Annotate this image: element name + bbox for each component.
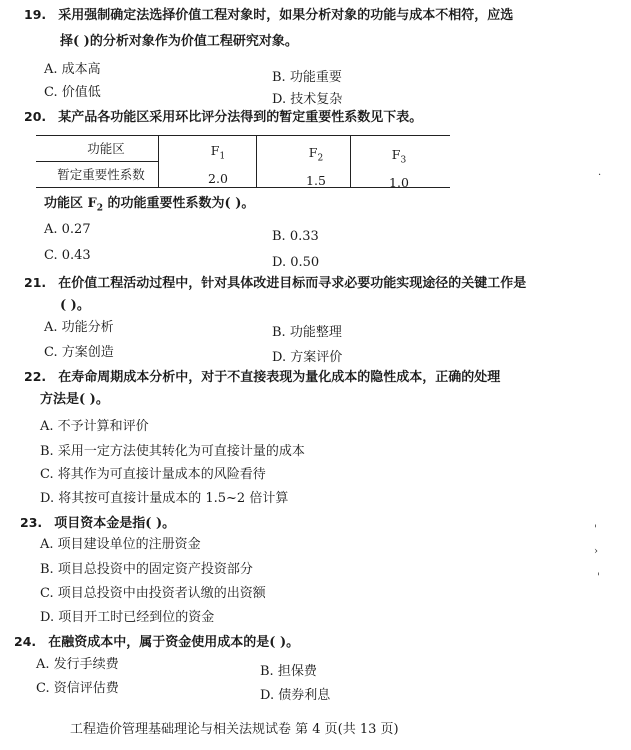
option-d: D. 技术复杂 xyxy=(272,92,343,107)
scan-speck: · xyxy=(598,170,602,181)
question-text: 在价值工程活动过程中，针对具体改进目标而寻求必要功能实现途径的关键工作是 xyxy=(58,276,527,291)
question-number: 21. xyxy=(24,275,47,290)
option-b: B. 功能整理 xyxy=(272,325,342,340)
option-b: B. 项目总投资中的固定资产投资部分 xyxy=(40,562,253,577)
table-col-header-f3: $F_3$ xyxy=(391,147,407,166)
question-text: 某产品各功能区采用环比评分法得到的暂定重要性系数见下表。 xyxy=(58,110,423,125)
question-24 xyxy=(14,634,299,651)
question-number: 23. xyxy=(20,515,43,530)
table-cell-f3: 1.0 xyxy=(389,175,409,190)
option-c: C. 资信评估费 xyxy=(36,681,119,696)
option-b: B. 担保费 xyxy=(260,664,317,679)
question-21 xyxy=(24,275,526,292)
option-a: A. 0.27 xyxy=(44,222,91,237)
question-text: 在融资成本中，属于资金使用成本的是( )。 xyxy=(48,635,300,650)
scan-speck: ' xyxy=(594,524,597,535)
question-text-cont: 择( )的分析对象作为价值工程研究对象。 xyxy=(60,34,298,49)
question-20 xyxy=(24,109,422,126)
option-c: C. 0.43 xyxy=(44,248,91,263)
question-number: 24. xyxy=(14,634,37,649)
option-a: A. 不予计算和评价 xyxy=(40,419,149,434)
option-c: C. 将其作为可直接计量成本的风险看待 xyxy=(40,467,266,482)
importance-table xyxy=(36,135,450,190)
question-22 xyxy=(24,369,500,386)
question-stem: 功能区 $F_2$ 的功能重要性系数为( )。 xyxy=(44,196,255,214)
option-a: A. 项目建设单位的注册资金 xyxy=(40,537,201,552)
option-c: C. 项目总投资中由投资者认缴的出资额 xyxy=(40,586,266,601)
question-number: 22. xyxy=(24,369,47,384)
option-d: D. 0.50 xyxy=(272,255,320,270)
option-a: A. 发行手续费 xyxy=(36,657,119,672)
question-number: 19. xyxy=(24,7,47,22)
table-cell-f2: 1.5 xyxy=(306,173,326,188)
question-text-cont: 方法是( )。 xyxy=(40,392,109,407)
table-row-label: 暂定重要性系数 xyxy=(57,167,145,182)
question-23 xyxy=(20,515,175,532)
option-d: D. 项目开工时已经到位的资金 xyxy=(40,610,215,625)
question-text: 采用强制确定法选择价值工程对象时，如果分析对象的功能与成本不相符，应选 xyxy=(58,8,514,23)
option-d: D. 方案评价 xyxy=(272,350,343,365)
option-c: C. 价值低 xyxy=(44,85,101,100)
page-footer: 工程造价管理基础理论与相关法规试卷 第 4 页(共 13 页) xyxy=(70,722,399,737)
table-col-header-f2: $F_2$ xyxy=(308,145,324,164)
table-cell-f1: 2.0 xyxy=(208,171,228,186)
option-d: D. 债券利息 xyxy=(260,688,331,703)
option-a: A. 成本高 xyxy=(44,62,101,77)
option-d: D. 将其按可直接计量成本的 1.5~2 倍计算 xyxy=(40,491,289,506)
option-b: B. 功能重要 xyxy=(272,70,342,85)
option-c: C. 方案创造 xyxy=(44,345,114,360)
option-b: B. 0.33 xyxy=(272,229,319,244)
question-19 xyxy=(24,7,513,24)
question-text-cont: ( )。 xyxy=(60,298,90,313)
question-text: 项目资本金是指( )。 xyxy=(54,516,176,531)
question-number: 20. xyxy=(24,109,47,124)
option-a: A. 功能分析 xyxy=(44,320,114,335)
option-b: B. 采用一定方法使其转化为可直接计量的成本 xyxy=(40,444,305,459)
scan-speck: › xyxy=(594,546,598,557)
table-col-header-f1: $F_1$ xyxy=(210,143,226,162)
question-text: 在寿命周期成本分析中，对于不直接表现为量化成本的隐性成本，正确的处理 xyxy=(58,370,501,385)
table-header-label: 功能区 xyxy=(87,141,125,156)
scan-speck: ' xyxy=(597,572,600,583)
